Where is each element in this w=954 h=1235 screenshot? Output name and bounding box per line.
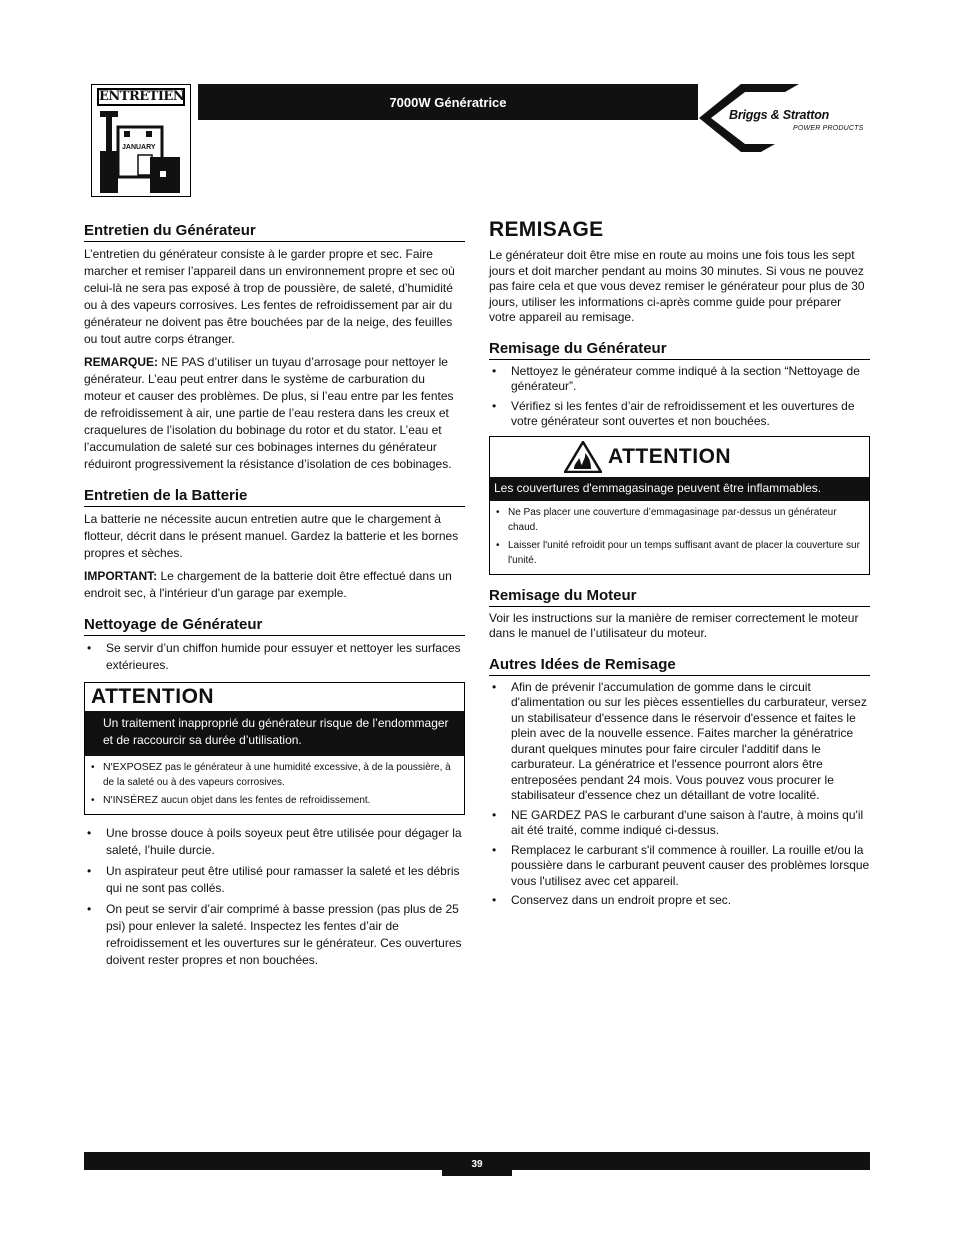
- list-item: • Conservez dans un endroit propre et sec.: [489, 893, 870, 909]
- list-item: • Nettoyez le générateur comme indiqué à la section “Nettoyage de générateur”.: [489, 364, 870, 395]
- attention-message: Les couvertures d'emmagasinage peuvent être inflammables.: [490, 477, 869, 501]
- list-item: • Laisser l'unité refroidit pour un temps suffisant avant de placer la couverture sur l'unité.: [496, 538, 863, 568]
- heading-remisage-moteur: Remisage du Moteur: [489, 587, 870, 607]
- nettoyage-list-more: [84, 825, 465, 969]
- paragraph-remisage-moteur: Voir les instructions sur la manière de remiser correctement le moteur dans le manuel de l’utilisateur du moteur.: [489, 610, 859, 640]
- attention-list: [490, 501, 869, 574]
- list-item: • NE GARDEZ PAS le carburant d'une saison à l'autre, à moins qu'il ait été traité, comme indiqué ci-dessus.: [489, 808, 870, 839]
- paragraph-entretien-generateur: L’entretien du générateur consiste à le garder propre et sec. Faire marcher et remiser l’appareil dans un environnement propre et sec où celui-là ne sera pas exposé à trop de poussière, de saleté, d’humidité ou à des vapeurs corrosives. Les fentes de refroidissement par air du générateur ne doivent pas être bouchées par de la neige, des feuilles ou tout autre corps étranger.: [84, 247, 455, 346]
- note-text: NE PAS d’utiliser un tuyau d’arrosage pour nettoyer le générateur. L’eau peut entrer dans le système de carburation du moteur et causer des problèmes. De plus, si l’eau entre par les fentes de refroidissement à air, une partie de l’eau restera dans les creux et craquelures de l’isolation du bobinage du rotor et du stator. L’eau et l’accumulation de saleté sur ces bobinages internes du générateur réduiront progressivement la résistance d’isolation de ces bobinages.: [84, 355, 454, 471]
- section-tab-entretien: [91, 84, 191, 197]
- attention-box-storage: [489, 436, 870, 575]
- list-item: • Un aspirateur peut être utilisé pour ramasser la saleté et les débris qui ne sont pas collés.: [84, 863, 465, 897]
- brand-logo: [697, 80, 872, 154]
- calendar-wrench-icon: [92, 107, 190, 197]
- attention-list: [85, 756, 464, 814]
- list-item: • Se servir d’un chiffon humide pour essuyer et nettoyer les surfaces extérieures.: [84, 640, 465, 674]
- list-item: • Une brosse douce à poils soyeux peut être utilisée pour dégager la saleté, l’huile durcie.: [84, 825, 465, 859]
- attention-title: ATTENTION: [91, 685, 215, 708]
- list-item: • Afin de prévenir l'accumulation de gomme dans le circuit d'alimentation ou sur les pièces essentielles du carburateur, versez un stabilisateur d'essence dans le réservoir d'essence et faites le plein avec de la nouvelle essence. Faites marcher la génératrice durant quelques minutes pour faire circuler l'additif dans le carburateur. La génératrice et l'essence pourront alors être entreposées pendant 24 mois. Vous pouvez vous procurer le stabilisateur d'essence chez un détaillant de votre localité.: [489, 680, 870, 804]
- list-item: • N'INSÉREZ aucun objet dans les fentes de refroidissement.: [91, 793, 458, 808]
- important-text: Le chargement de la batterie doit être effectué dans un endroit sec, à l'intérieur d'un garage par exemple.: [84, 569, 452, 600]
- calendar-month-label: JANUARY: [122, 144, 156, 151]
- product-title-bar: [198, 84, 698, 120]
- paragraph-remisage-intro: Le générateur doit être mise en route au moins une fois tous les sept jours et doit marcher pendant au moins 30 minutes. Si vous ne pouvez pas faire cela et que vous devez remiser le générateur pour plus de 30 jours, utiliser les informations ci-après comme guide pour préparer votre appareil au remisage.: [489, 248, 865, 324]
- left-column: [84, 222, 465, 973]
- remisage-generateur-list: [489, 364, 870, 430]
- brand-name: Briggs & Stratton: [729, 108, 830, 122]
- heading-remisage: REMISAGE: [489, 218, 604, 241]
- paragraph-batterie: La batterie ne nécessite aucun entretien autre que le chargement à flotteur, décrit dans le présent manuel. Gardez la batterie et les bornes propres et sèches.: [84, 512, 459, 560]
- attention-box-cleaning: [84, 682, 465, 815]
- heading-autres-idees: Autres Idées de Remisage: [489, 656, 870, 676]
- page-number: 39: [442, 1152, 512, 1176]
- fire-warning-icon: [564, 441, 602, 473]
- heading-entretien-batterie: Entretien de la Batterie: [84, 487, 465, 507]
- autres-idees-list: [489, 680, 870, 909]
- product-title: 7000W Génératrice: [389, 94, 507, 110]
- important-label: IMPORTANT:: [84, 569, 158, 583]
- heading-entretien-generateur: Entretien du Générateur: [84, 222, 465, 242]
- section-tab-label: ENTRETIEN: [99, 89, 185, 104]
- attention-title: ATTENTION: [608, 444, 732, 468]
- heading-nettoyage: Nettoyage de Générateur: [84, 616, 465, 636]
- list-item: • Ne Pas placer une couverture d’emmagasinage par-dessus un générateur chaud.: [496, 505, 863, 535]
- list-item: • N'EXPOSEZ pas le générateur à une humidité excessive, à de la poussière, à de la saleté ou à des vapeurs corrosives.: [91, 760, 458, 790]
- list-item: • On peut se servir d’air comprimé à basse pression (pas plus de 25 psi) pour enlever la saleté. Inspectez les fentes d’air de refroidissement et les ouvertures sur le générateur. Ces ouvertures doivent rester propres et non bouchées.: [84, 901, 465, 969]
- important-paragraph: [84, 568, 465, 602]
- list-item: • Remplacez le carburant s'il commence à rouiller. La rouille et/ou la poussière dans le carburant peuvent causer des problèmes lorsque vous l'utilisez avec cet appareil.: [489, 843, 870, 890]
- note-label: REMARQUE:: [84, 355, 158, 369]
- note-paragraph: [84, 354, 465, 473]
- nettoyage-list: [84, 640, 465, 674]
- right-column: [489, 218, 870, 913]
- list-item: • Vérifiez si les fentes d’air de refroidissement et les ouvertures de votre générateur sont ouvertes et non bouchées.: [489, 399, 870, 430]
- brand-subtitle: POWER PRODUCTS: [793, 125, 864, 132]
- attention-message: Un traitement inapproprié du générateur risque de l’endommager et de raccourcir sa durée d’utilisation.: [85, 711, 464, 756]
- heading-remisage-generateur: Remisage du Générateur: [489, 340, 870, 360]
